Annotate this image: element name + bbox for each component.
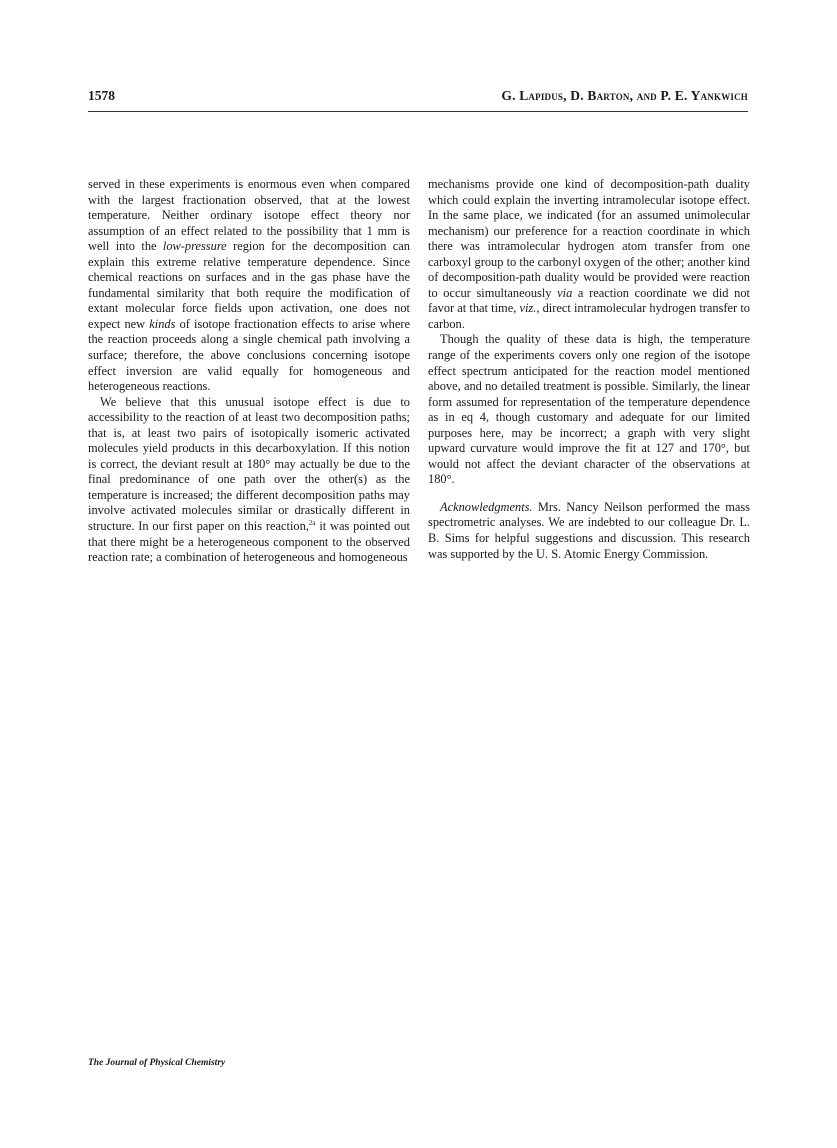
journal-footer: The Journal of Physical Chemistry: [88, 1058, 226, 1068]
paragraph: Though the quality of these data is high, the temperature range of the experiments covers only one region of the isotope effect spectrum anticipated for the reaction model mentioned above, and no detailed treatment is possible. Similarly, the linear form assumed for representation of the temperature dependence as in eq 4, though customary and adequate for our limited purposes here, may be incorrect; a graph with very slight upward curvature would improve the fit at 127 and 170°, but would not affect the deviant character of the observations at 180°.: [428, 332, 750, 487]
text-run: mechanisms provide one kind of decomposition-path duality which could explain the inverting intramolecular isotope effect. In the same place, we indicated (for an assumed unimolecular mechanism) our preference for a reaction coordinate in which there was intramolecular hydrogen atom transfer from one carboxyl group to the carbonyl oxygen of the other; another kind of decomposition-path duality would be provided were reaction to occur simultaneously: [428, 177, 750, 300]
paragraph: [88, 177, 410, 395]
emphasis-text: viz.: [519, 301, 537, 316]
text-run: a reaction coordinate we did not favor at that time,: [428, 285, 750, 316]
text-run: it was pointed out that there might be a heterogeneous component to the observed reaction rate; a combination of heterogeneous and homogeneous: [88, 519, 410, 565]
text-run: We believe that this unusual isotope effect is due to accessibility to the reaction of at least two decomposition paths; that is, at least two pairs of isotopically isomeric activated molecules yield products in this decarboxylation. If this notion is correct, the deviant result at 180° may actually be due to the final predominance of one path over the other(s) as the temperature is increased; the different decomposition paths may involve activated molecules similar or drastically different in structure. In our first paper on this reaction,: [88, 394, 410, 534]
right-column: [428, 177, 750, 562]
acknowledgments: [428, 500, 750, 562]
left-column: [88, 177, 410, 566]
header-rule: [88, 111, 748, 112]
running-head-authors: G. Lapidus, D. Barton, and P. E. Yankwich: [501, 88, 748, 103]
reference-superscript: 2a: [308, 518, 316, 527]
text-run: served in these experiments is enormous even when compared with the largest fractionation observed, that at the lowest temperature. Neither ordinary isotope effect theory nor assumption of an effect related to the possibility that 1 mm is well into the: [88, 177, 410, 254]
text-run: , direct intramolecular hydrogen transfer to carbon.: [428, 301, 750, 331]
emphasis-text: via: [557, 285, 573, 300]
running-header: [88, 88, 748, 110]
paragraph: [88, 395, 410, 566]
page-number: 1578: [88, 88, 115, 103]
acknowledgments-heading: Acknowledgments.: [440, 499, 533, 514]
emphasis-text: kinds: [149, 316, 176, 331]
text-run: region for the decomposition can explain this extreme relative temperature dependence. Since chemical reactions on surfaces and in the gas phase have the fundamental similarity that both require the modification of extant molecular force fields upon activation, one does not expect new: [88, 239, 410, 331]
text-run: of isotope fractionation effects to arise where the reaction proceeds along a single chemical path involving a surface; therefore, the above conclusions concerning isotope effect inversion are valid equally for homogeneous and heterogeneous reactions.: [88, 316, 410, 394]
emphasis-text: low-pressure: [162, 239, 227, 254]
paragraph: [428, 177, 750, 332]
acknowledgments-text: Mrs. Nancy Neilson performed the mass spectrometric analyses. We are indebted to our colleague Dr. L. B. Sims for helpful suggestions and discussion. This research was supported by the U. S. Atomic Energy Commission.: [428, 499, 750, 561]
